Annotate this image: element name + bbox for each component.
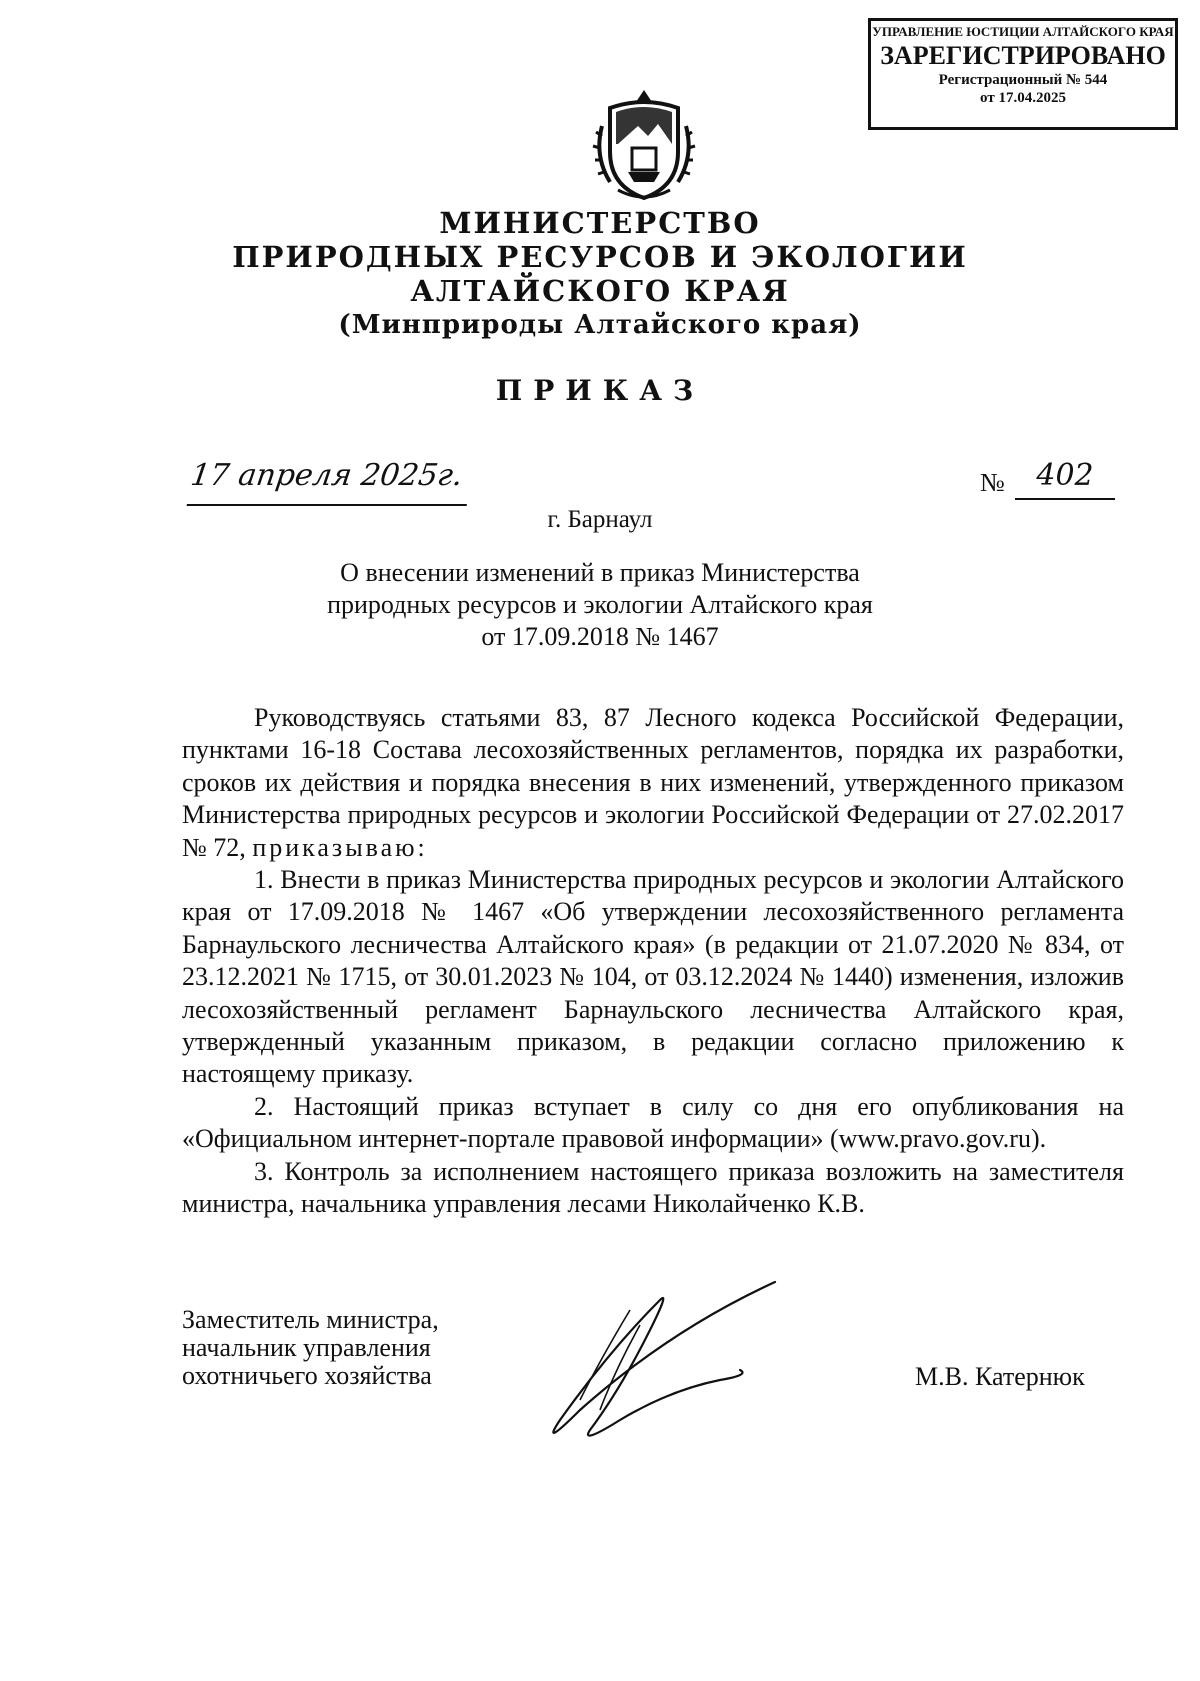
intro-text: Руководствуясь статьями 83, 87 Лесного кодекса Российской Федерации, пунктами 16-18 Состава лесохозяйственных регламентов, порядка их разработки, сроков их действия и порядка внесения в них изменений, утвержденного приказом Министерства природных ресурсов и экологии Российской Федерации от 27.02.2017 № 72, [182, 703, 1124, 862]
title-line-2: природных ресурсов и экологии Алтайского края [327, 590, 873, 619]
heading-line-3: АЛТАЙСКОГО КРАЯ [410, 274, 790, 308]
coat-of-arms-icon [588, 86, 700, 204]
signatory-position [182, 1306, 439, 1390]
heading-line-4: (Минприроды Алтайского края) [338, 310, 862, 340]
stamp-org: УПРАВЛЕНИЕ ЮСТИЦИИ АЛТАЙСКОГО КРАЯ [872, 24, 1174, 39]
document-body [182, 702, 1124, 1221]
body-item-3: 3. Контроль за исполнением настоящего приказа возложить на заместителя министра, начальника управления лесами Николайченко К.В. [182, 1156, 1124, 1219]
title-line-3: от 17.09.2018 № 1467 [481, 622, 719, 651]
handwritten-date: 17 апреля 2025г. [187, 458, 474, 506]
position-line-3: охотничьего хозяйства [182, 1361, 432, 1390]
city: г. Барнаул [547, 506, 653, 533]
signatory-name: М.В. Катернюк [915, 1362, 1085, 1391]
document-title [200, 557, 1000, 653]
body-intro [182, 702, 1124, 864]
title-line-1: О внесении изменений в приказ Министерства [340, 558, 860, 587]
heading-line-1: МИНИСТЕРСТВО [439, 206, 761, 240]
position-line-2: начальник управления [182, 1333, 431, 1362]
ministry-heading [100, 206, 1100, 342]
heading-line-2: ПРИРОДНЫХ РЕСУРСОВ И ЭКОЛОГИИ [232, 240, 968, 274]
registration-stamp [868, 18, 1178, 130]
stamp-reg-number: Регистрационный № 544 [938, 72, 1108, 88]
position-line-1: Заместитель министра, [182, 1305, 439, 1334]
stamp-status: ЗАРЕГИСТРИРОВАНО [880, 41, 1166, 70]
intro-command: приказываю: [252, 832, 428, 862]
stamp-reg-date: от 17.04.2025 [980, 90, 1066, 106]
document-type: ПРИКАЗ [495, 374, 705, 407]
body-item-2: 2. Настоящий приказ вступает в силу со дня его опубликования на «Официальном интернет-портале правовой информации» (www.pravo.gov.ru). [182, 1091, 1124, 1154]
handwritten-number: 402 [1015, 458, 1115, 500]
body-item-1: 1. Внести в приказ Министерства природных ресурсов и экологии Алтайского края от 17.09.2018 № 1467 «Об утверждении лесохозяйственного регламента Барнаульского лесничества Алтайского края» (в редакции от 21.07.2020 № 834, от 23.12.2021 № 1715, от 30.01.2023 № 104, от 03.12.2024 № 1440) изменения, изложив лесохозяйственный регламент Барнаульского лесничества Алтайского края, утвержденный указанным приказом, в редакции согласно приложению к настоящему приказу. [182, 865, 1124, 1089]
handwritten-signature-icon [520, 1270, 790, 1460]
number-label: № [980, 468, 1005, 497]
